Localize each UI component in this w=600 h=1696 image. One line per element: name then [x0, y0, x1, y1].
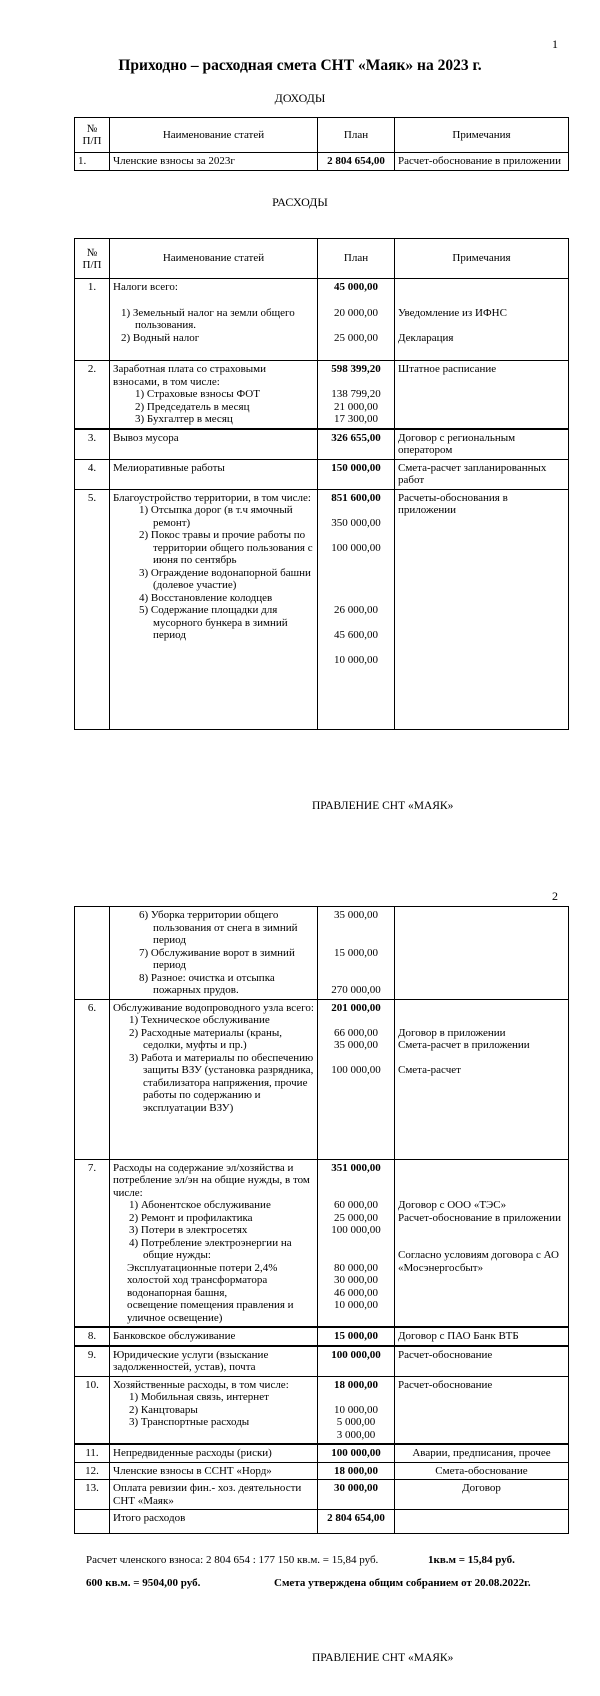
sub-plan: 5 000,00: [336, 1416, 376, 1428]
sub-plan: 46 000,00: [334, 1286, 378, 1299]
table-row: [75, 429, 569, 460]
row-notes: [395, 1510, 569, 1534]
plot-fee: 600 кв.м. = 9504,00 руб.: [86, 1577, 201, 1589]
row-num: 7.: [75, 1159, 110, 1327]
approval-note: Смета утверждена общим собранием от 20.08.2022г.: [274, 1577, 531, 1589]
row-notes: [395, 999, 569, 1159]
sub-item: 5) Содержание площадки для мусорного бункера в зимний период: [139, 604, 288, 641]
sub-notes: Согласно условиям договора с АО «Мосэнергосбыт»: [398, 1249, 559, 1274]
row-name: Оплата ревизии фин.- хоз. деятельности СНТ «Маяк»: [110, 1480, 318, 1510]
col-plan-header: План: [318, 239, 395, 279]
sub-plan: 350 000,00: [331, 516, 381, 529]
row-notes: [395, 279, 569, 361]
table-row: [75, 1327, 569, 1346]
row-name: [110, 489, 318, 729]
row-notes: [395, 907, 569, 1000]
item-total: 201 000,00: [331, 1001, 381, 1014]
document-title: Приходно – расходная смета СНТ «Маяк» на 2023 г.: [118, 57, 482, 74]
row-num: 2.: [75, 361, 110, 429]
row-plan: 15 000,00: [318, 1327, 395, 1346]
sub-item: 1) Земельный налог на земли общего пользования.: [121, 306, 295, 331]
row-notes: Расчеты-обоснования в приложении: [395, 489, 569, 729]
row-num: 4.: [75, 459, 110, 489]
col-num-header: № П/П: [75, 118, 110, 153]
table-row: [75, 1462, 569, 1480]
table-row: [75, 1159, 569, 1327]
row-num: 3.: [75, 429, 110, 460]
item-total: 851 600,00: [331, 491, 381, 504]
table-row: [75, 1346, 569, 1377]
col-plan-header: План: [318, 118, 395, 153]
sub-item: 1) Абонентское обслуживание: [129, 1199, 271, 1211]
sub-item: 1) Страховые взносы ФОТ: [135, 388, 260, 400]
table-row: [75, 279, 569, 361]
row-plan: 100 000,00: [318, 1346, 395, 1377]
sub-plan: 270 000,00: [331, 984, 381, 996]
sub-plan: 17 300,00: [334, 413, 378, 425]
row-notes: Расчет-обоснование: [395, 1346, 569, 1377]
row-name: Мелиоративные работы: [110, 459, 318, 489]
row-plan: [318, 907, 395, 1000]
fee-calculation: Расчет членского взноса: 2 804 654 : 177 150 кв.м. = 15,84 руб.: [86, 1554, 379, 1566]
row-notes: Аварии, предписания, прочее: [395, 1444, 569, 1462]
sub-plan: 26 000,00: [334, 604, 378, 616]
expense-heading: РАСХОДЫ: [272, 195, 328, 209]
sub-item: водонапорная башня,: [127, 1286, 228, 1299]
table-row: [75, 153, 569, 171]
table-row: [75, 459, 569, 489]
row-plan: [318, 489, 395, 729]
item-title: Благоустройство территории, в том числе:: [113, 491, 311, 504]
item-total: 351 000,00: [331, 1161, 381, 1174]
row-num: 13.: [75, 1480, 110, 1510]
row-plan: 326 655,00: [318, 429, 395, 460]
row-num: 1.: [75, 279, 110, 361]
row-name: Банковское обслуживание: [110, 1327, 318, 1346]
sub-plan: 20 000,00: [334, 306, 378, 319]
row-num: 8.: [75, 1327, 110, 1346]
row-name: [110, 279, 318, 361]
page-number: 1: [552, 37, 558, 51]
item-title: Обслуживание водопроводного узла всего:: [113, 1001, 314, 1014]
sub-item: 2) Водный налог: [121, 331, 200, 344]
item-total: 598 399,20: [331, 363, 381, 375]
item-total: 18 000,00: [334, 1378, 378, 1391]
sub-plan: 66 000,00: [334, 1026, 378, 1039]
col-num-header: № П/П: [75, 239, 110, 279]
sub-plan: 15 000,00: [334, 946, 378, 959]
sub-item: 3) Работа и материалы по обеспечению защиты ВЗУ (установка разрядника, стабилизатора напряжения, прочие работы по содержанию и эксплуатации ВЗУ): [129, 1051, 314, 1114]
sub-plan: 3 000,00: [336, 1428, 376, 1441]
row-plan: [318, 279, 395, 361]
sub-item: 2) Расходные материалы (краны, седолки, муфты и пр.): [129, 1026, 283, 1051]
row-plan: [318, 999, 395, 1159]
sub-plan: 35 000,00: [334, 909, 378, 921]
sub-item: 1) Мобильная связь, интернет: [129, 1391, 269, 1403]
total-plan: 2 804 654,00: [318, 1510, 395, 1534]
row-name: [110, 361, 318, 429]
row-plan: 150 000,00: [318, 459, 395, 489]
row-plan: 30 000,00: [318, 1480, 395, 1510]
table-row: [75, 1444, 569, 1462]
row-plan: 100 000,00: [318, 1444, 395, 1462]
signature-page2: ПРАВЛЕНИЕ СНТ «МАЯК»: [312, 1652, 454, 1664]
row-name: [110, 999, 318, 1159]
row-num: [75, 907, 110, 1000]
sub-plan: 80 000,00: [334, 1261, 378, 1274]
col-name-header: Наименование статей: [110, 239, 318, 279]
table-row: [75, 999, 569, 1159]
row-name: Членские взносы за 2023г: [110, 153, 318, 171]
item-title: Заработная плата со страховыми взносами, в том числе:: [113, 363, 267, 388]
sub-plan: 10 000,00: [334, 1299, 378, 1311]
expense-table-page1: [74, 238, 569, 730]
sub-item: 3) Бухгалтер в месяц: [135, 413, 233, 425]
row-name: Юридические услуги (взыскание задолженностей, устав), почта: [110, 1346, 318, 1377]
row-num: 9.: [75, 1346, 110, 1377]
row-notes: Расчет-обоснование в приложении: [395, 153, 569, 171]
sub-item: 7) Обслуживание ворот в зимний период: [139, 946, 295, 971]
col-name-header: Наименование статей: [110, 118, 318, 153]
row-notes: Договор с региональным оператором: [395, 429, 569, 460]
sub-notes: Уведомление из ИФНС: [398, 306, 507, 319]
income-table: [74, 117, 569, 171]
sub-item: 2) Покос травы и прочие работы по территории общего пользования с июня по сентябрь: [139, 529, 313, 566]
total-row: [75, 1510, 569, 1534]
sub-item: 4) Потребление электроэнергии на общие нужды:: [129, 1236, 292, 1261]
sub-item: 2) Ремонт и профилактика: [129, 1211, 253, 1224]
sub-item: 6) Уборка территории общего пользования от снега в зимний период: [139, 909, 298, 946]
row-notes: Смета-обоснование: [395, 1462, 569, 1480]
total-label: Итого расходов: [110, 1510, 318, 1534]
row-plan: [318, 1159, 395, 1327]
table-row: [75, 361, 569, 429]
sub-item: 1) Техническое обслуживание: [129, 1014, 270, 1026]
row-name: Непредвиденные расходы (риски): [110, 1444, 318, 1462]
sub-plan: 25 000,00: [334, 1211, 378, 1224]
row-notes: Штатное расписание: [395, 361, 569, 429]
row-notes: Расчет-обоснование: [395, 1376, 569, 1444]
row-plan: 18 000,00: [318, 1462, 395, 1480]
fee-rate: 1кв.м = 15,84 руб.: [428, 1554, 515, 1566]
table-row: [75, 1376, 569, 1444]
row-num: [75, 1510, 110, 1534]
row-notes: Договор: [395, 1480, 569, 1510]
item-title: Налоги всего:: [113, 281, 178, 293]
row-num: 10.: [75, 1376, 110, 1444]
page-number: 2: [552, 889, 558, 903]
row-num: 6.: [75, 999, 110, 1159]
row-notes: Договор с ПАО Банк ВТБ: [395, 1327, 569, 1346]
item-title: Расходы на содержание эл/хозяйства и потребление эл/эн на общие нужды, в том числе:: [113, 1161, 310, 1199]
row-num: 11.: [75, 1444, 110, 1462]
sub-plan: 45 600,00: [334, 629, 378, 641]
row-plan: [318, 361, 395, 429]
sub-item: холостой ход трансформатора: [127, 1274, 268, 1286]
col-notes-header: Примечания: [395, 239, 569, 279]
row-num: 5.: [75, 489, 110, 729]
sub-item: освещение помещения правления и уличное освещение): [127, 1299, 294, 1324]
row-plan: [318, 1376, 395, 1444]
sub-item: 2) Канцтовары: [129, 1403, 198, 1416]
sub-item: 3) Транспортные расходы: [129, 1416, 250, 1428]
sub-item: 2) Председатель в месяц: [135, 400, 250, 413]
income-heading: ДОХОДЫ: [274, 91, 326, 105]
sub-item: 1) Отсыпка дорог (в т.ч ямочный ремонт): [139, 504, 293, 529]
expense-table-page2: [74, 906, 569, 1534]
sub-plan: 25 000,00: [334, 331, 378, 344]
sub-item: Эксплуатационные потери 2,4%: [127, 1261, 278, 1274]
row-name: [110, 1376, 318, 1444]
sub-notes: Декларация: [398, 331, 454, 344]
table-row: [75, 907, 569, 1000]
sub-notes: Расчет-обоснование в приложении: [398, 1211, 561, 1224]
sub-notes: Смета-расчет: [398, 1064, 461, 1076]
sub-plan: 100 000,00: [331, 541, 381, 554]
sub-plan: 100 000,00: [331, 1064, 381, 1076]
sub-plan: 10 000,00: [334, 1403, 378, 1416]
sub-plan: 60 000,00: [334, 1199, 378, 1211]
row-name: [110, 907, 318, 1000]
item-total: 45 000,00: [334, 281, 378, 293]
col-notes-header: Примечания: [395, 118, 569, 153]
row-notes: Смета-расчет запланированных работ: [395, 459, 569, 489]
sub-plan: 30 000,00: [334, 1274, 378, 1286]
sub-plan: 100 000,00: [331, 1224, 381, 1236]
row-num: 12.: [75, 1462, 110, 1480]
row-plan: 2 804 654,00: [318, 153, 395, 171]
sub-plan: 21 000,00: [334, 400, 378, 413]
row-name: Вывоз мусора: [110, 429, 318, 460]
sub-item: 3) Потери в электросетях: [129, 1224, 248, 1236]
sub-item: 3) Ограждение водонапорной башни (долевое участие): [139, 566, 311, 591]
table-row: [75, 1480, 569, 1510]
sub-item: 4) Восстановление колодцев: [139, 591, 273, 604]
row-notes: [395, 1159, 569, 1327]
table-row: [75, 489, 569, 729]
signature-page1: ПРАВЛЕНИЕ СНТ «МАЯК»: [312, 800, 454, 812]
row-name: Членские взносы в ССНТ «Норд»: [110, 1462, 318, 1480]
sub-plan: 138 799,20: [331, 388, 381, 400]
row-num: 1.: [75, 153, 110, 171]
item-title: Хозяйственные расходы, в том числе:: [113, 1378, 289, 1391]
sub-notes: Договор в приложении: [398, 1026, 506, 1039]
sub-plan: 35 000,00: [334, 1039, 378, 1051]
sub-item: 8) Разное: очистка и отсыпка пожарных прудов.: [139, 971, 275, 996]
sub-notes: Смета-расчет в приложении: [398, 1039, 530, 1051]
sub-notes: Договор с ООО «ТЭС»: [398, 1199, 507, 1211]
sub-plan: 10 000,00: [334, 654, 378, 666]
row-name: [110, 1159, 318, 1327]
